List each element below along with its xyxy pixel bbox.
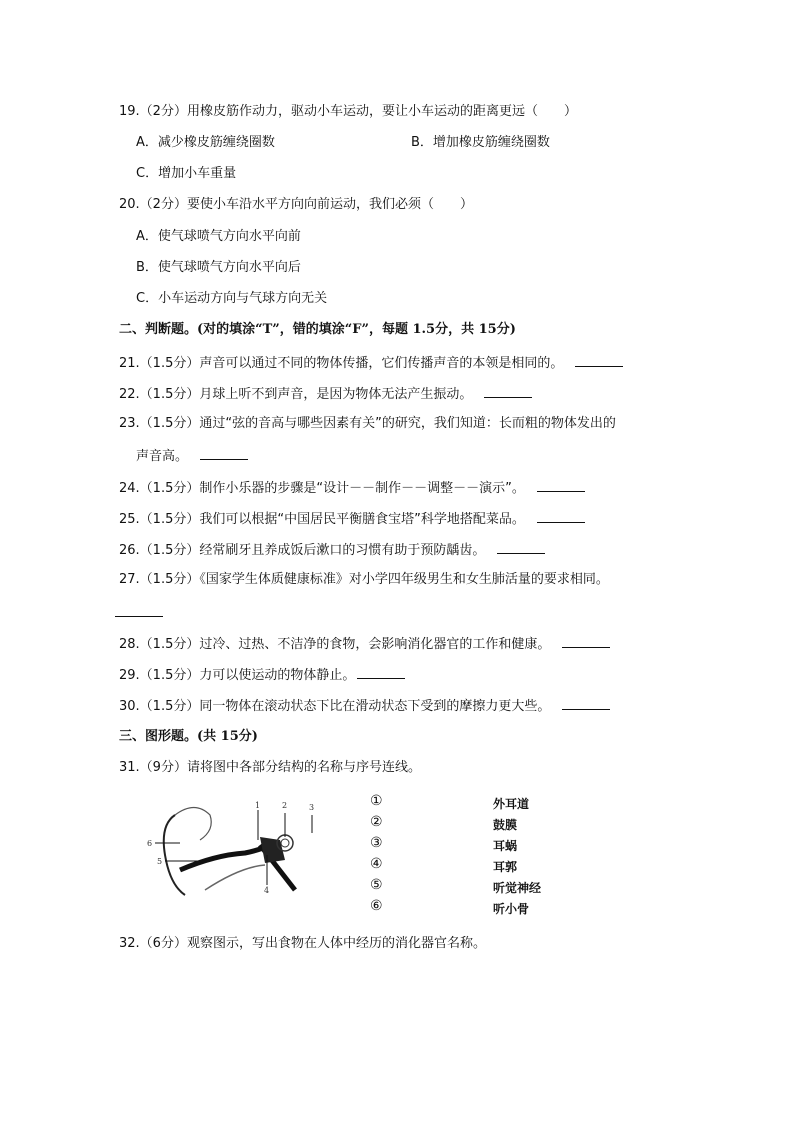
item-text: 26.（1.5分）经常刷牙且养成饭后漱口的习惯有助于预防龋齿。 xyxy=(119,543,486,558)
match-number[interactable]: ⑤ xyxy=(370,877,383,893)
answer-blank[interactable] xyxy=(357,666,405,679)
item-text: 30.（1.5分）同一物体在滚动状态下比在滑动状态下受到的摩擦力更大些。 xyxy=(119,699,551,714)
answer-blank[interactable] xyxy=(115,604,163,617)
option-b: B．增加橡皮筋缠绕圈数 xyxy=(411,135,550,150)
diagram-label-2: 2 xyxy=(282,801,288,810)
match-name[interactable]: 鼓膜 xyxy=(493,818,518,832)
option-a: A．减少橡皮筋缠绕圈数 xyxy=(136,135,275,150)
match-number[interactable]: ⑥ xyxy=(370,898,383,914)
item-text: 24.（1.5分）制作小乐器的步骤是“设计－－制作－－调整－－演示”。 xyxy=(119,481,525,496)
question-stem: 19.（2分）用橡皮筋作动力，驱动小车运动，要让小车运动的距离更远（ ） xyxy=(119,104,577,119)
answer-blank[interactable] xyxy=(575,354,623,367)
judge-item xyxy=(119,385,532,403)
match-name[interactable]: 外耳道 xyxy=(493,797,530,811)
match-name[interactable]: 耳蜗 xyxy=(493,839,518,853)
diagram-label-4: 4 xyxy=(264,886,270,895)
judge-item xyxy=(119,666,405,684)
judge-item-cont xyxy=(115,604,163,622)
option-c: C．增加小车重量 xyxy=(136,166,237,181)
item-text: 28.（1.5分）过冷、过热、不洁净的食物，会影响消化器官的工作和健康。 xyxy=(119,637,551,652)
match-name[interactable]: 耳郭 xyxy=(493,860,518,874)
diagram-label-6: 6 xyxy=(147,839,153,848)
judge-item-cont xyxy=(136,447,248,465)
question-31-stem: 31.（9分）请将图中各部分结构的名称与序号连线。 xyxy=(119,760,421,775)
judge-item xyxy=(119,479,585,497)
answer-blank[interactable] xyxy=(497,541,545,554)
judge-item xyxy=(119,416,616,432)
match-name[interactable]: 听小骨 xyxy=(493,902,530,916)
answer-blank[interactable] xyxy=(537,479,585,492)
item-text: 21.（1.5分）声音可以通过不同的物体传播，它们传播声音的本领是相同的。 xyxy=(119,356,564,371)
diagram-label-5: 5 xyxy=(157,857,163,866)
question-stem: 20.（2分）要使小车沿水平方向向前运动，我们必须（ ） xyxy=(119,197,473,212)
option-b: B．使气球喷气方向水平向后 xyxy=(136,260,301,275)
answer-blank[interactable] xyxy=(200,447,248,460)
option-a: A．使气球喷气方向水平向前 xyxy=(136,229,301,244)
judge-item xyxy=(119,572,609,588)
match-number[interactable]: ② xyxy=(370,814,383,830)
judge-item xyxy=(119,510,585,528)
item-text: 23.（1.5分）通过“弦的音高与哪些因素有关”的研究，我们知道：长而粗的物体发出的 xyxy=(119,416,616,431)
diagram-label-3: 3 xyxy=(309,803,315,812)
ear-structure-image xyxy=(145,795,320,920)
section-heading: 二、判断题。(对的填涂“T”，错的填涂“F”，每题 1.5分，共 15分) xyxy=(119,322,516,337)
item-text: 29.（1.5分）力可以使运动的物体静止。 xyxy=(119,668,356,683)
judge-item xyxy=(119,354,623,372)
question-32-stem: 32.（6分）观察图示，写出食物在人体中经历的消化器官名称。 xyxy=(119,936,486,951)
match-number[interactable]: ① xyxy=(370,793,383,809)
item-text: 22.（1.5分）月球上听不到声音，是因为物体无法产生振动。 xyxy=(119,387,473,402)
diagram-label-1: 1 xyxy=(255,801,261,810)
match-name[interactable]: 听觉神经 xyxy=(493,881,542,895)
answer-blank[interactable] xyxy=(537,510,585,523)
answer-blank[interactable] xyxy=(562,635,610,648)
option-c: C．小车运动方向与气球方向无关 xyxy=(136,291,328,306)
match-number[interactable]: ③ xyxy=(370,835,383,851)
item-text: 声音高。 xyxy=(136,449,189,464)
item-text: 25.（1.5分）我们可以根据“中国居民平衡膳食宝塔”科学地搭配菜品。 xyxy=(119,512,525,527)
item-text: 27.（1.5分）《国家学生体质健康标准》对小学四年级男生和女生肺活量的要求相同。 xyxy=(119,572,609,587)
answer-blank[interactable] xyxy=(484,385,532,398)
judge-item xyxy=(119,697,610,715)
judge-item xyxy=(119,635,610,653)
section-heading: 三、图形题。(共 15分) xyxy=(119,729,258,744)
match-number[interactable]: ④ xyxy=(370,856,383,872)
judge-item xyxy=(119,541,545,559)
answer-blank[interactable] xyxy=(562,697,610,710)
